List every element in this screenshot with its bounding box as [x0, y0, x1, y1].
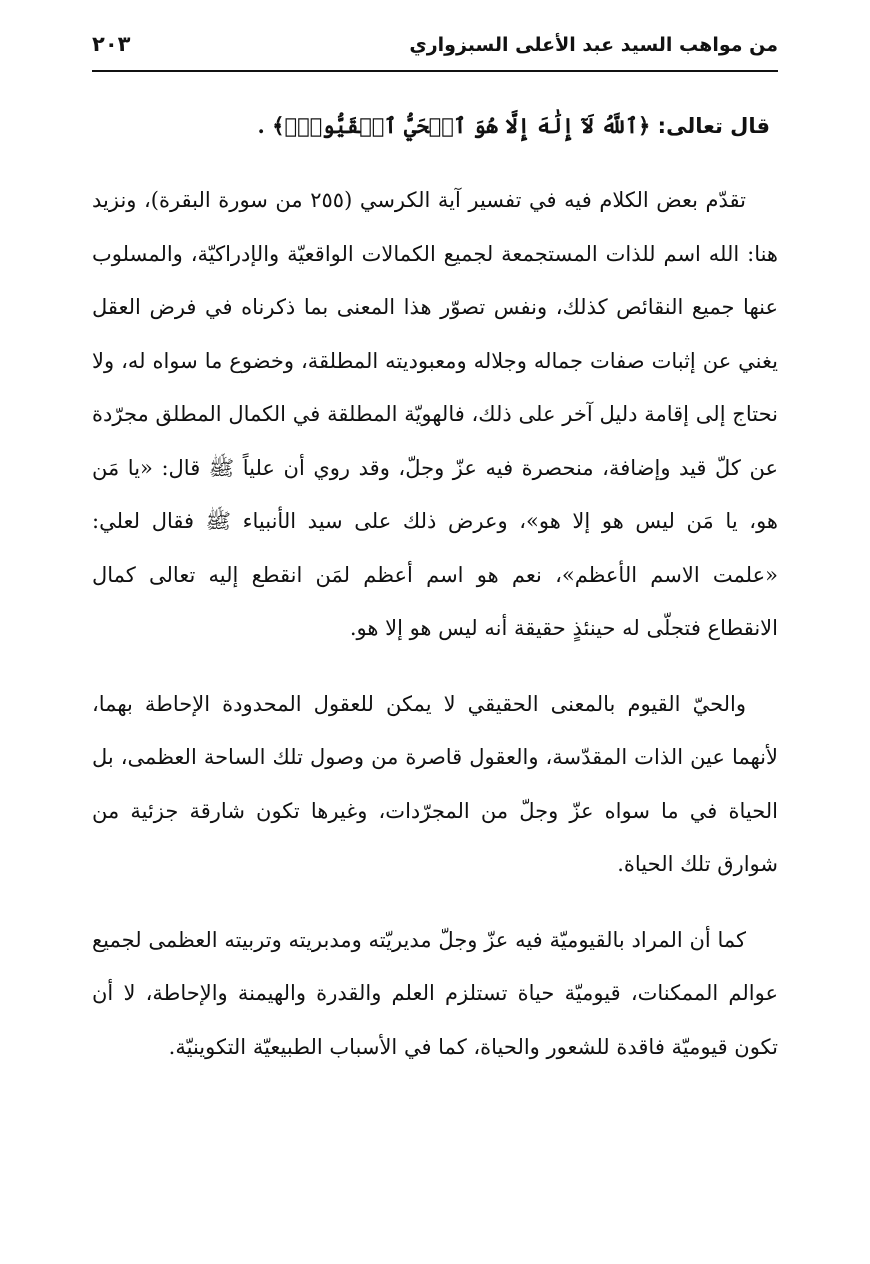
paragraph-2 [92, 678, 778, 892]
paragraph-1 [92, 174, 778, 656]
page-header [92, 28, 778, 72]
paragraph-text: تقدّم بعض الكلام فيه في تفسير آية الكرسي (٢٥٥ من سورة البقرة)، ونزيد هنا: الله اسم للذات المستجمعة لجميع الكمالات الواقعيّة والإدراكيّة، والمسلوب عنها جميع النقائص كذلك، ونفس تصوّر هذا المعنى بما ذكرناه في فرض العقل يغني عن إثبات صفات جماله وجلاله ومعبوديته المطلقة، وخضوع ما سواه له، ولا نحتاج إلى إقامة دليل آخر على ذلك، فالهويّة المطلقة في الكمال المطلق مجرّدة عن كلّ قيد وإضافة، منحصرة فيه عزّ وجلّ، وقد روي أن علياً ﷺ قال: «يا مَن هو، يا مَن ليس هو إلا هو»، وعرض ذلك على سيد الأنبياء ﷺ فقال لعلي: «علمت الاسم الأعظم»، نعم هو اسم أعظم لمَن انقطع إليه تعالى كمال الانقطاع فتجلّى له حينئذٍ حقيقة أنه ليس هو إلا هو. [92, 188, 778, 640]
page-body [92, 98, 778, 1096]
verse-open-bracket: ﴿ [638, 113, 651, 138]
verse-text: ٱللَّهُ لَآ إِلَٰهَ إِلَّا هُوَ ٱلۡحَيُّ ٱلۡقَيُّومُۚ [284, 113, 639, 138]
verse-close-bracket: ﴾ [272, 113, 285, 138]
page-number: ٢٠٣ [92, 32, 131, 56]
verse-intro-label: قال تعالى: [657, 114, 770, 138]
paragraph-text: كما أن المراد بالقيوميّة فيه عزّ وجلّ مديريّته ومدبريته وتربيته العظمى لجميع عوالم الممكنات، قيوميّة حياة تستلزم العلم والقدرة والهيمنة والإحاطة، لا أن تكون قيوميّة فاقدة للشعور والحياة، كما في الأسباب الطبيعيّة التكوينيّة. [92, 927, 778, 1059]
paragraph-text: والحيّ القيوم بالمعنى الحقيقي لا يمكن للعقول المحدودة الإحاطة بهما، لأنهما عين الذات المقدّسة، والعقول قاصرة من وصول تلك الساحة العظمى، بل الحياة في ما سواه عزّ وجلّ من المجرّدات، وغيرها تكون شارقة جزئية من شوارق تلك الحياة. [92, 691, 778, 876]
paragraph-3 [92, 914, 778, 1075]
running-header-title: من مواهب السيد عبد الأعلى السبزواري [409, 34, 778, 56]
verse-end-mark: . [257, 113, 265, 138]
quran-verse-line [92, 98, 778, 154]
